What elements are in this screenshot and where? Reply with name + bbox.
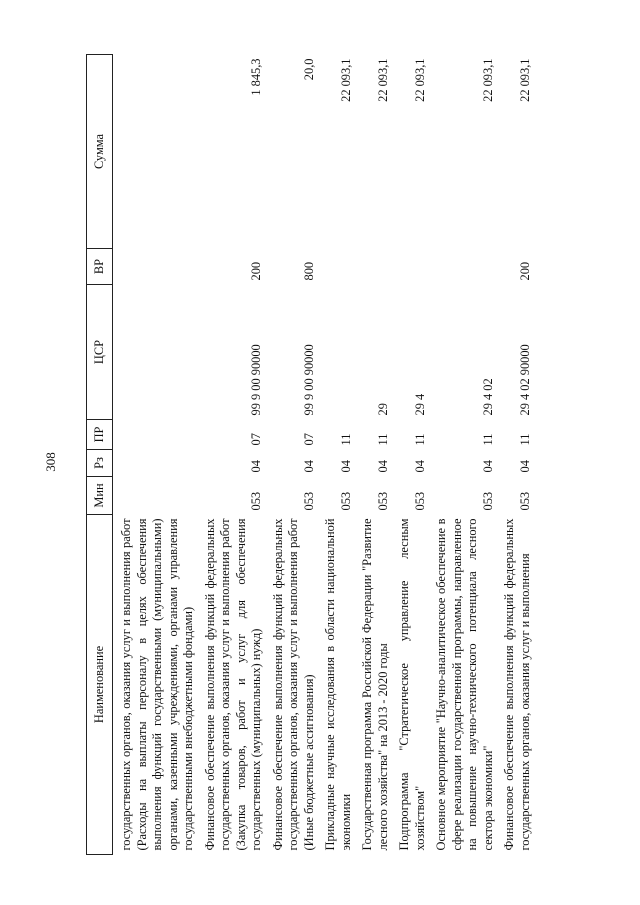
row-name: Финансовое обеспечение выполнения функций федеральных государственных органов, оказания услуг и выполнения работ (Иные бюджетные ассигнования) bbox=[270, 518, 316, 851]
row-sum: 22 093,1 bbox=[412, 58, 427, 102]
row-name: государственных органов, оказания услуг и выполнения работ (Расходы на выплаты персоналу в целях обеспечения выполнения функций государственными (муниципальными) органами, казенными учреждениями, органами управления государственными внебюджетными фондами) bbox=[119, 518, 195, 851]
row-pr: 07 bbox=[249, 433, 263, 446]
row-sum: 20,0 bbox=[301, 58, 316, 81]
row-name: Финансовое обеспечение выполнения функций федеральных государственных органов, оказания услуг и выполнения работ (Закупка товаров, работ и услуг для обеспечения государственных (муниципальных) нужд) bbox=[202, 518, 263, 851]
row-csr bbox=[113, 285, 197, 420]
row-rz: 04 bbox=[301, 460, 316, 473]
row-pr: 11 bbox=[375, 433, 390, 446]
row-rz: 04 bbox=[480, 460, 495, 473]
table-header-row bbox=[87, 55, 113, 855]
row-min: 053 bbox=[412, 491, 427, 511]
row-min: 053 bbox=[301, 491, 316, 511]
row-rz: 04 bbox=[249, 460, 263, 473]
row-pr: 11 bbox=[517, 433, 532, 446]
row-pr: 11 bbox=[338, 433, 353, 446]
header-pr: ПР bbox=[87, 420, 113, 450]
table-row bbox=[265, 55, 318, 855]
row-csr: 29 4 bbox=[412, 393, 427, 416]
row-csr: 29 bbox=[375, 403, 390, 416]
row-pr: 11 bbox=[412, 433, 427, 446]
table-row bbox=[428, 55, 496, 855]
row-pr: 11 bbox=[480, 433, 495, 446]
row-rz bbox=[113, 450, 197, 477]
row-csr bbox=[317, 285, 354, 420]
row-min: 053 bbox=[338, 491, 353, 511]
row-name: Прикладные научные исследования в области национальной экономики bbox=[323, 518, 353, 851]
row-rz: 04 bbox=[338, 460, 353, 473]
row-pr bbox=[113, 420, 197, 450]
row-rz: 04 bbox=[375, 460, 390, 473]
table-row bbox=[354, 55, 391, 855]
row-name: Подпрограмма "Стратегическое управление лесным хозяйством" bbox=[397, 518, 427, 851]
header-csr: ЦСР bbox=[87, 285, 113, 420]
row-pr: 07 bbox=[301, 433, 316, 446]
row-csr: 99 9 00 90000 bbox=[301, 344, 316, 416]
table-row bbox=[317, 55, 354, 855]
table-row bbox=[496, 55, 533, 855]
row-vr: 800 bbox=[301, 261, 316, 281]
header-min: Мин bbox=[87, 477, 113, 515]
row-min bbox=[113, 477, 197, 515]
header-vr: ВР bbox=[87, 249, 113, 285]
row-vr bbox=[354, 249, 391, 285]
row-vr: 200 bbox=[249, 261, 263, 281]
row-name: Государственная программа Российской Федерации "Развитие лесного хозяйства" на 2013 - 2020 годы bbox=[360, 518, 390, 851]
row-csr: 29 4 02 bbox=[480, 378, 495, 416]
row-min: 053 bbox=[249, 491, 263, 511]
row-vr bbox=[428, 249, 496, 285]
row-name: Основное мероприятие "Научно-аналитическое обеспечение в сфере реализации государственной программы, направленное на повышение научно-технического потенциала лесного сектора экономики" bbox=[434, 518, 495, 851]
rotated-page bbox=[86, 55, 602, 855]
header-name: Наименование bbox=[87, 515, 113, 855]
row-min: 053 bbox=[480, 491, 495, 511]
table-row bbox=[113, 55, 197, 855]
row-rz: 04 bbox=[517, 460, 532, 473]
table-row bbox=[391, 55, 428, 855]
row-vr bbox=[113, 249, 197, 285]
header-sum: Сумма bbox=[87, 55, 113, 249]
row-name: Финансовое обеспечение выполнения функций федеральных государственных органов, оказания услуг и выполнения bbox=[502, 518, 532, 851]
row-sum: 22 093,1 bbox=[375, 58, 390, 102]
row-sum: 22 093,1 bbox=[517, 58, 532, 102]
row-sum: 22 093,1 bbox=[338, 58, 353, 102]
row-rz: 04 bbox=[412, 460, 427, 473]
table-row bbox=[197, 55, 265, 855]
budget-table bbox=[86, 54, 533, 855]
row-vr bbox=[317, 249, 354, 285]
row-csr: 29 4 02 90000 bbox=[517, 344, 532, 416]
row-vr: 200 bbox=[517, 261, 532, 281]
row-min: 053 bbox=[375, 491, 390, 511]
row-vr bbox=[391, 249, 428, 285]
row-min: 053 bbox=[517, 491, 532, 511]
row-sum: 22 093,1 bbox=[480, 58, 495, 102]
row-sum bbox=[113, 55, 197, 249]
row-csr: 99 9 00 90000 bbox=[249, 344, 263, 416]
row-sum: 1 845,3 bbox=[249, 58, 263, 96]
page-number: 308 bbox=[43, 452, 58, 472]
header-rz: Рз bbox=[87, 450, 113, 477]
